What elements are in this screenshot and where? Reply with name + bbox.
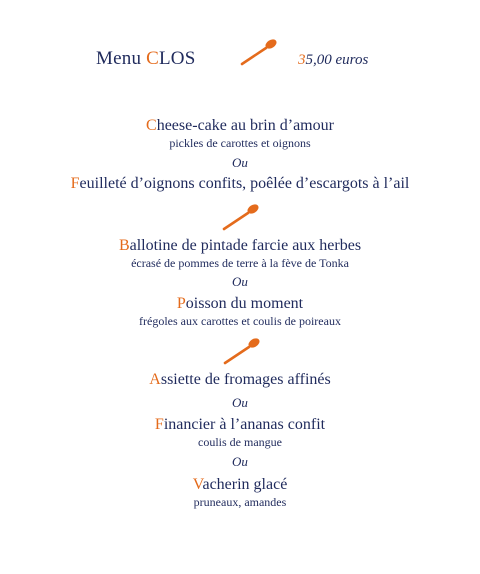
- spoon-icon: [222, 203, 262, 233]
- dish-entree-1: [0, 117, 480, 135]
- dish-initial: A: [149, 371, 161, 388]
- dish-dessert-2: [0, 416, 480, 434]
- menu-price-accent-digit: 3: [298, 52, 306, 68]
- dish-initial: P: [176, 295, 186, 312]
- dish-plat-1: [0, 237, 480, 255]
- dish-plat-2: [0, 295, 480, 313]
- or-separator: Ou: [232, 395, 248, 410]
- dish-plat-2-description: frégoles aux carottes et coulis de poireaux: [139, 314, 341, 328]
- dish-name: allotine de pintade farcie aux herbes: [129, 237, 362, 254]
- dish-name: euilleté d’oignons confits, poêlée d’escargots à l’ail: [79, 175, 410, 192]
- dish-entree-1-description: pickles de carottes et oignons: [169, 136, 311, 150]
- menu-title-text: enu: [113, 48, 147, 69]
- menu-title: [96, 48, 195, 70]
- menu-title-letter: M: [96, 48, 114, 69]
- or-separator: Ou: [232, 454, 248, 469]
- spoon-icon: [223, 337, 263, 367]
- menu-title-text-end: LOS: [158, 48, 196, 69]
- menu-price: [298, 52, 368, 69]
- dish-name: inancier à l’ananas confit: [163, 416, 326, 433]
- menu-title-accent-letter: C: [146, 48, 159, 69]
- dish-initial: C: [146, 117, 157, 134]
- menu-header: [0, 44, 480, 74]
- dish-entree-2: [0, 175, 480, 193]
- spoon-icon: [240, 38, 280, 68]
- or-separator: Ou: [232, 274, 248, 289]
- menu-price-text: 5,00 euros: [305, 52, 369, 68]
- dish-name: acherin glacé: [202, 476, 288, 493]
- dish-dessert-2-description: coulis de mangue: [198, 435, 282, 449]
- dish-name: heese-cake au brin d’amour: [156, 117, 334, 134]
- dish-dessert-1: [0, 371, 480, 389]
- dish-plat-1-description: écrasé de pommes de terre à la fève de Tonka: [131, 256, 349, 270]
- dish-dessert-3: [0, 476, 480, 494]
- or-separator: Ou: [232, 155, 248, 170]
- dish-initial: F: [70, 175, 80, 192]
- dish-initial: B: [118, 237, 130, 254]
- dish-name: oisson du moment: [185, 295, 304, 312]
- dish-initial: V: [192, 476, 203, 493]
- dish-initial: F: [154, 416, 164, 433]
- dish-name: ssiette de fromages affinés: [160, 371, 331, 388]
- dish-dessert-3-description: pruneaux, amandes: [193, 495, 287, 509]
